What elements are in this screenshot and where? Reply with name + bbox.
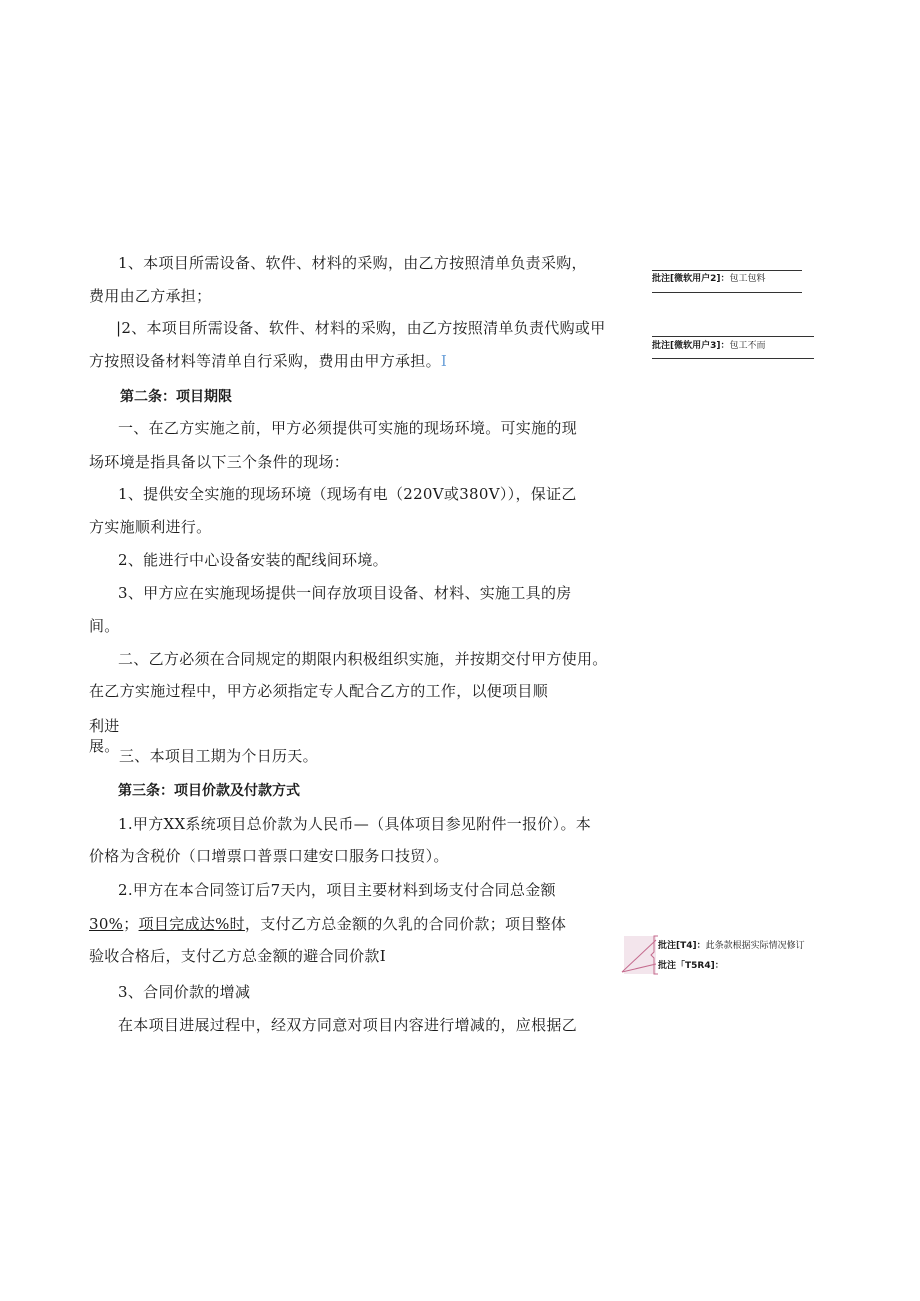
paragraph-4-line-1: 1、提供安全实施的现场环境（现场有电（220V或380V）），保证乙 (118, 485, 577, 503)
paragraph-9-line-1: 1.甲方XX系统项目总价款为人民币—（具体项目参见附件一报价）。本 (118, 815, 592, 833)
paragraph-10-line-2 (89, 914, 566, 934)
comment-1-label: 批注[微软用户2]： (652, 274, 730, 284)
comment-2[interactable] (652, 340, 766, 352)
comment-1-bottom-rule (652, 292, 802, 293)
paragraph-6-line-2: 间。 (89, 617, 120, 635)
paragraph-6-line-1: 3、甲方应在实施现场提供一间存放项目设备、材料、实施工具的房 (118, 584, 572, 602)
comment-connector-lines (620, 932, 660, 978)
comment-2-bottom-rule (652, 358, 814, 359)
comment-1-top-rule (652, 270, 802, 271)
section-heading-2: 第二条：项目期限 (120, 389, 232, 405)
comment-1[interactable] (652, 273, 766, 285)
paragraph-3-line-1: 一、在乙方实施之前，甲方必须提供可实施的现场环境。可实施的现 (118, 419, 578, 437)
paragraph-7-line-4: 展。 (89, 737, 120, 755)
text-cursor: I (440, 352, 448, 370)
comment-3[interactable] (658, 940, 805, 952)
paragraph-9-line-2: 价格为含税价（口增票口普票口建安口服务口技贸）。 (89, 847, 449, 865)
paragraph-1-line-1: 1、本项目所需设备、软件、材料的采购，由乙方按照清单负责采购， (118, 254, 587, 272)
paragraph-11: 3、合同价款的增减 (118, 983, 251, 1001)
comment-1-text: 包工包料 (729, 274, 766, 284)
paragraph-10-line-2-rest: ，支付乙方总金额的久乳的合同价款；项目整体 (244, 915, 567, 933)
paragraph-8: 三、本项目工期为个日历天。 (119, 747, 318, 765)
paragraph-7-line-1: 二、乙方必须在合同规定的期限内积极组织实施，并按期交付甲方使用。 (118, 650, 608, 668)
revision-mark: | (116, 319, 122, 337)
paragraph-2-line-2-text: 方按照设备材料等清单自行采购，费用由甲方承担。 (89, 352, 441, 370)
comment-4[interactable] (658, 960, 724, 972)
paragraph-4-line-2: 方实施顺利进行。 (89, 518, 212, 536)
paragraph-2-line-1 (116, 318, 606, 338)
paragraph-10-line-1: 2.甲方在本合同签订后7天内，项目主要材料到场支付合同总金额 (118, 881, 556, 899)
underlined-percent: 30% (89, 915, 124, 933)
paragraph-12: 在本项目进展过程中，经双方同意对项目内容进行增减的，应根据乙 (118, 1016, 578, 1034)
section-heading-3: 第三条：项目价款及付款方式 (118, 783, 300, 799)
paragraph-5: 2、能进行中心设备安装的配线间环境。 (118, 551, 388, 569)
underlined-completion: 项目完成达%时 (138, 915, 245, 933)
paragraph-10-line-3: 验收合格后，支付乙方总金额的避合同价款I (89, 947, 386, 965)
comment-3-text: 此条款根据实际情况修订 (705, 941, 805, 951)
paragraph-2-line-1-text: 2、本项目所需设备、软件、材料的采购，由乙方按照清单负责代购或甲 (121, 319, 606, 337)
comment-2-top-rule (652, 336, 814, 337)
comment-3-label: 批注[T4]： (658, 941, 706, 951)
comment-4-label: 批注「T5R4]： (658, 961, 724, 971)
paragraph-7-line-3: 利进 (89, 717, 120, 735)
paragraph-7-line-2: 在乙方实施过程中，甲方必须指定专人配合乙方的工作，以便项目顺 (89, 682, 549, 700)
semicolon: ； (123, 915, 139, 933)
paragraph-2-line-2 (89, 351, 447, 371)
paragraph-3-line-2: 场环境是指具备以下三个条件的现场： (89, 453, 350, 471)
comment-2-text: 包工不而 (729, 341, 766, 351)
comment-2-label: 批注[微软用户3]： (652, 341, 730, 351)
paragraph-1-line-2: 费用由乙方承担； (89, 287, 212, 305)
